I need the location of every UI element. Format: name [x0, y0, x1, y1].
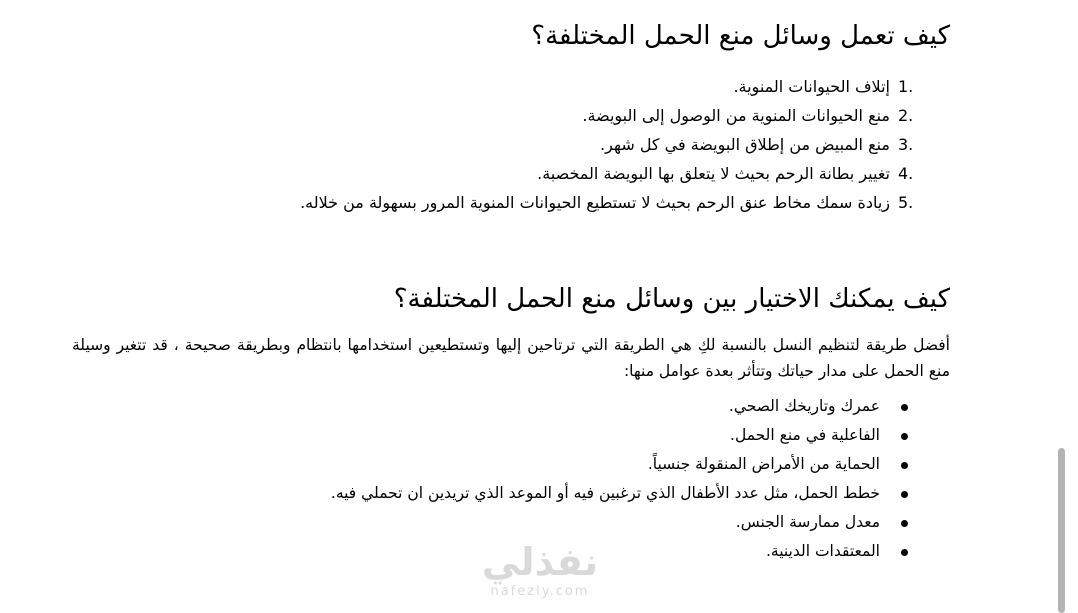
list-item-text: منع المبيض من إطلاق البويضة في كل شهر.: [600, 135, 890, 154]
list-item-text: خطط الحمل، مثل عدد الأطفال الذي ترغبين فيه أو الموعد الذي تريدين ان تحملي فيه.: [330, 484, 880, 502]
bullet-icon: [901, 462, 908, 469]
list-item-text: عمرك وتاريخك الصحي.: [728, 397, 880, 415]
list-number: 5.: [898, 193, 914, 212]
list-item: [331, 537, 950, 566]
list-item-text: منع الحيوانات المنوية من الوصول إلى البويضة.: [582, 106, 890, 125]
list-number: 3.: [898, 135, 914, 154]
watermark-latin: nafezly.com: [490, 584, 590, 599]
list-item-text: الحماية من الأمراض المنقولة جنسياً.: [647, 455, 880, 473]
list-number: 2.: [898, 106, 914, 125]
list-number: 4.: [898, 164, 914, 183]
contraception-mechanisms-list: [300, 72, 950, 217]
list-number: 1.: [898, 77, 914, 96]
section1-heading: كيف تعمل وسائل منع الحمل المختلفة؟: [531, 21, 950, 51]
list-item-text: زيادة سمك مخاط عنق الرحم بحيث لا تستطيع الحيوانات المنوية المرور بسهولة من خلاله.: [300, 193, 890, 212]
bullet-icon: [901, 404, 908, 411]
list-item-text: إتلاف الحيوانات المنوية.: [733, 77, 890, 96]
list-item-text: المعتقدات الدينية.: [765, 542, 880, 560]
bullet-icon: [901, 549, 908, 556]
list-item: [300, 101, 950, 130]
list-item: [300, 130, 950, 159]
section2-heading: كيف يمكنك الاختيار بين وسائل منع الحمل المختلفة؟: [393, 284, 950, 314]
bullet-icon: [901, 520, 908, 527]
list-item: [331, 392, 950, 421]
scrollbar-thumb[interactable]: [1058, 448, 1065, 613]
bullet-icon: [901, 491, 908, 498]
list-item-text: تغيير بطانة الرحم بحيث لا يتعلق بها البويضة المخصبة.: [537, 164, 890, 183]
list-item: [331, 450, 950, 479]
list-item: [331, 479, 950, 508]
list-item: [331, 508, 950, 537]
list-item: [300, 188, 950, 217]
list-item: [300, 159, 950, 188]
section2-paragraph: أفضل طريقة لتنظيم النسل بالنسبة لكِ هي الطريقة التي ترتاحين إليها وتستطيعين استخدامها بانتظام وبطريقة صحيحة ، قد تتغير وسيلة منع الحمل على مدار حياتك وتتأثر بعدة عوامل منها:: [72, 336, 950, 380]
list-item: [300, 72, 950, 101]
list-item-text: الفاعلية في منع الحمل.: [730, 426, 880, 444]
list-item: [331, 421, 950, 450]
watermark-arabic: نفذلي: [481, 540, 599, 584]
nafezly-watermark: [470, 540, 610, 612]
choice-factors-list: [331, 392, 950, 566]
document-page: [60, 0, 950, 613]
list-item-text: معدل ممارسة الجنس.: [735, 513, 880, 531]
bullet-icon: [901, 433, 908, 440]
